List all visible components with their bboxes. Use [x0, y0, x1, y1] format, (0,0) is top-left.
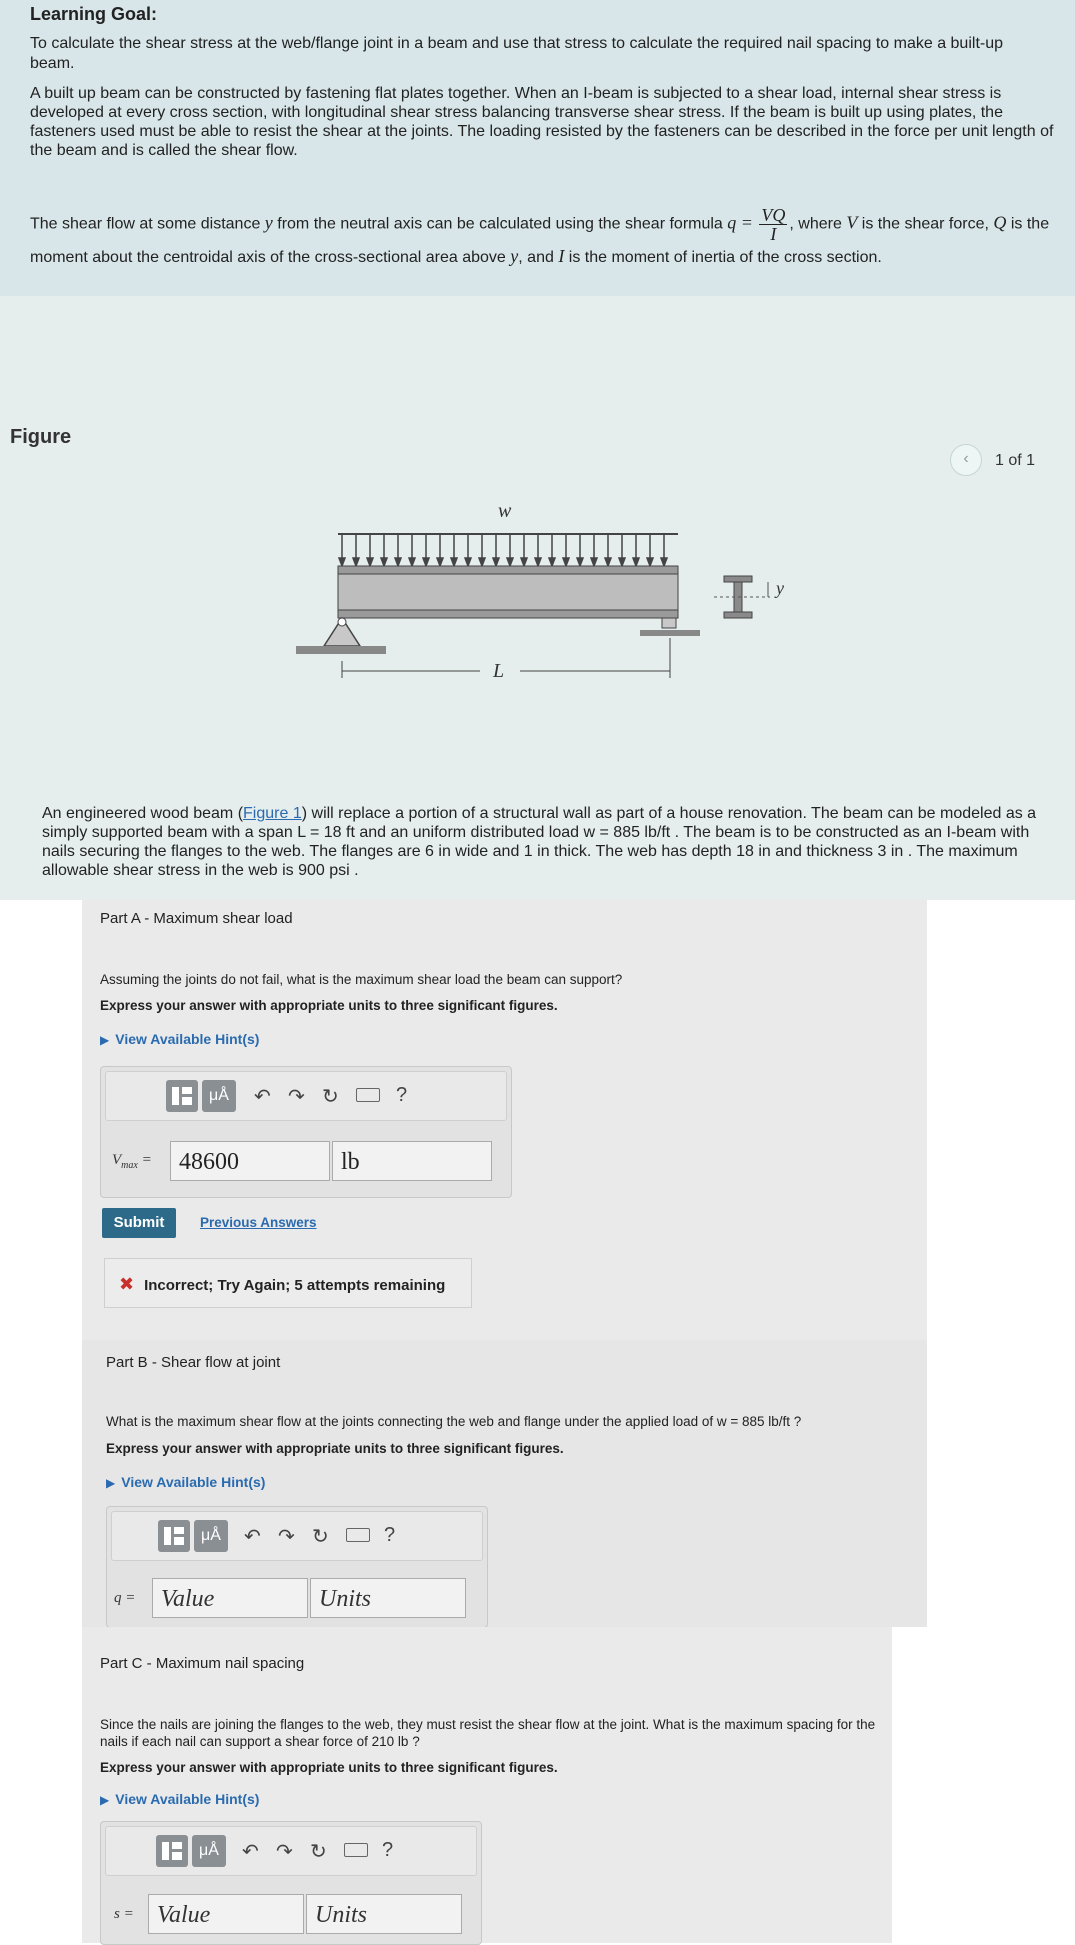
part-title-text: - Shear flow at joint [147, 1354, 281, 1371]
text-span: from the neutral axis can be calculated using the shear formula [277, 215, 723, 233]
load-arrowhead [479, 558, 485, 566]
web [338, 574, 678, 610]
matrix-icon [162, 1842, 182, 1860]
triangle-right-icon: ▶ [100, 1033, 110, 1047]
figure-pager: 1 of 1 [995, 452, 1036, 469]
load-arrowhead [507, 558, 513, 566]
undo-icon[interactable]: ↶ [244, 1526, 261, 1548]
help-icon[interactable]: ? [384, 1524, 396, 1546]
load-arrowhead [465, 558, 471, 566]
part-c-value-input[interactable]: Value [148, 1894, 304, 1934]
math-toolbar [105, 1826, 477, 1876]
submit-button[interactable]: Submit [102, 1208, 176, 1238]
var-Q: Q [993, 212, 1007, 233]
part-title-text: - Maximum shear load [140, 910, 293, 927]
load-arrows [339, 534, 667, 566]
load-arrowhead [409, 558, 415, 566]
matrix-icon [164, 1527, 184, 1545]
part-b-units-input[interactable]: Units [310, 1578, 466, 1618]
figure-panel [0, 296, 1075, 900]
part-label: Part C [100, 1655, 143, 1672]
bottom-flange [338, 610, 678, 618]
previous-answers-link[interactable]: Previous Answers [200, 1215, 317, 1230]
keyboard-icon[interactable] [344, 1843, 368, 1857]
roller-support [662, 618, 676, 628]
var-V: V [846, 212, 858, 233]
part-a-value-input[interactable]: 48600 [170, 1141, 330, 1181]
undo-icon[interactable]: ↶ [242, 1841, 259, 1863]
load-arrowhead [493, 558, 499, 566]
math-toolbar [105, 1071, 507, 1121]
triangle-right-icon: ▶ [100, 1793, 110, 1807]
symbols-button[interactable]: μÅ [194, 1520, 228, 1552]
part-a-units-input[interactable]: lb [332, 1141, 492, 1181]
text-span: is the shear force, [861, 215, 989, 233]
x-icon: ✖ [119, 1274, 135, 1294]
equals-sign: = [137, 1152, 152, 1168]
math-toolbar [111, 1511, 483, 1561]
part-b-value-input[interactable]: Value [152, 1578, 308, 1618]
part-a-question: Assuming the joints do not fail, what is the maximum shear load the beam can support? [100, 972, 623, 987]
redo-icon[interactable]: ↷ [288, 1086, 305, 1108]
load-arrowhead [521, 558, 527, 566]
symbols-button[interactable]: μÅ [192, 1835, 226, 1867]
ground-right [640, 630, 700, 636]
load-arrowhead [577, 558, 583, 566]
load-arrowhead [563, 558, 569, 566]
formula-fraction [759, 206, 787, 243]
formula-numerator: VQ [761, 205, 786, 225]
load-arrowhead [535, 558, 541, 566]
part-c-question: Since the nails are joining the flanges to the web, they must resist the shear flow at the joint. What is the maximum spacing for the nails if each nail can support a shear force of 210 lb ? [100, 1717, 876, 1749]
problem-statement [42, 804, 1062, 880]
intro-paragraph: A built up beam can be constructed by fastening flat plates together. When an I-beam is subjected to a shear load, internal shear stress is developed at every cross section, with longitudinal shear stress balancing transverse shear stress. If the beam is built up using plates, the fasteners used must be able to resist the shear at the joints. The loading resisted by the fasteners can be described in the force per unit length of the beam and is called the shear flow. [30, 85, 1054, 159]
ground-left [296, 646, 386, 654]
reset-icon[interactable]: ↻ [310, 1841, 327, 1863]
redo-icon[interactable]: ↷ [278, 1526, 295, 1548]
text-span: ) will replace a portion of a structural wall as part of a house renovation. The beam can be modeled as a simply supported beam with a span L = 18 ft and an uniform distributed load w = 885 lb/ft . The beam is to be constructed as an I-beam with nails securing the flanges to the web. The flanges are 6 in wide and 1 in thick. The web has depth 18 in and thickness 3 in . The maximum allowable shear stress in the web is 900 psi . [42, 805, 1037, 879]
hint-label: View Available Hint(s) [115, 1031, 260, 1047]
load-arrowhead [647, 558, 653, 566]
load-arrowhead [549, 558, 555, 566]
section-bottom-flange [724, 612, 752, 618]
figure-link[interactable]: Figure 1 [243, 805, 302, 822]
reset-icon[interactable]: ↻ [322, 1086, 339, 1108]
section-top-flange [724, 576, 752, 582]
text-span: , and [518, 249, 554, 266]
pin [338, 618, 346, 626]
figure-title: Figure [10, 426, 72, 448]
load-arrowhead [353, 558, 359, 566]
load-label-w: w [498, 500, 512, 522]
part-b-var-label: q = [114, 1590, 136, 1606]
chevron-left-icon[interactable]: ‹ [950, 444, 982, 476]
part-c-units-input[interactable]: Units [306, 1894, 462, 1934]
var-symbol: V [112, 1152, 122, 1168]
shear-flow-paragraph [30, 206, 1070, 271]
hint-label: View Available Hint(s) [121, 1474, 266, 1490]
triangle-right-icon: ▶ [106, 1476, 116, 1490]
text-span: is the moment about the centroidal axis of the cross-sectional area above [30, 215, 1050, 266]
help-icon[interactable]: ? [382, 1839, 394, 1861]
part-b-hint[interactable] [106, 1474, 265, 1490]
keyboard-icon[interactable] [356, 1088, 380, 1102]
learning-goal-title: Learning Goal: [30, 4, 158, 24]
redo-icon[interactable]: ↷ [276, 1841, 293, 1863]
text-span: , where [789, 215, 842, 233]
help-icon[interactable]: ? [396, 1084, 408, 1106]
templates-button[interactable] [158, 1520, 190, 1552]
part-b-question: What is the maximum shear flow at the joints connecting the web and flange under the applied load of w = 885 lb/ft ? [106, 1414, 802, 1429]
load-arrowhead [381, 558, 387, 566]
load-arrowhead [619, 558, 625, 566]
learning-goal-panel [0, 0, 1075, 296]
part-a-instruction: Express your answer with appropriate units to three significant figures. [100, 998, 558, 1013]
hint-label: View Available Hint(s) [115, 1791, 260, 1807]
load-arrowhead [423, 558, 429, 566]
formula-denominator: I [770, 224, 777, 244]
templates-button[interactable] [166, 1080, 198, 1112]
undo-icon[interactable]: ↶ [254, 1086, 271, 1108]
feedback-text: Incorrect; Try Again; 5 attempts remaining [144, 1277, 446, 1294]
load-arrowhead [661, 558, 667, 566]
part-a-title [100, 910, 293, 927]
text-span: The shear flow at some distance [30, 215, 261, 233]
part-c-hint[interactable] [100, 1791, 259, 1807]
symbols-button[interactable]: μÅ [202, 1080, 236, 1112]
text-span: An engineered wood beam ( [42, 805, 244, 822]
load-arrowhead [605, 558, 611, 566]
var-y: y [264, 212, 273, 233]
incorrect-feedback [104, 1258, 472, 1308]
part-b-title [106, 1354, 280, 1371]
templates-button[interactable] [156, 1835, 188, 1867]
span-label-L: L [493, 660, 505, 682]
part-c-var-label: s = [114, 1906, 134, 1922]
load-arrowhead [437, 558, 443, 566]
part-b-instruction: Express your answer with appropriate units to three significant figures. [106, 1441, 564, 1456]
part-label: Part B [106, 1354, 148, 1371]
load-arrowhead [339, 558, 345, 566]
load-arrowhead [633, 558, 639, 566]
part-c-title [100, 1655, 304, 1672]
part-c-instruction: Express your answer with appropriate units to three significant figures. [100, 1760, 558, 1775]
part-a-hint[interactable] [100, 1031, 259, 1047]
load-arrowhead [451, 558, 457, 566]
var-I: I [558, 246, 565, 266]
part-a-var-label [112, 1152, 152, 1171]
var-subscript: max [121, 1160, 138, 1171]
var-y: y [510, 246, 519, 266]
section-label-y: y [776, 578, 784, 598]
formula-q: q = [727, 212, 753, 233]
load-arrowhead [591, 558, 597, 566]
matrix-icon [172, 1087, 192, 1105]
part-title-text: - Maximum nail spacing [142, 1655, 305, 1672]
keyboard-icon[interactable] [346, 1528, 370, 1542]
reset-icon[interactable]: ↻ [312, 1526, 329, 1548]
load-arrowhead [395, 558, 401, 566]
beam-figure [290, 496, 810, 776]
text-span: is the moment of inertia of the cross section. [568, 249, 882, 266]
top-flange [338, 566, 678, 574]
part-label: Part A [100, 910, 141, 927]
load-arrowhead [367, 558, 373, 566]
learning-goal-text: To calculate the shear stress at the web/flange joint in a beam and use that stress to calculate the required nail spacing to make a built-up beam. [30, 35, 1004, 72]
